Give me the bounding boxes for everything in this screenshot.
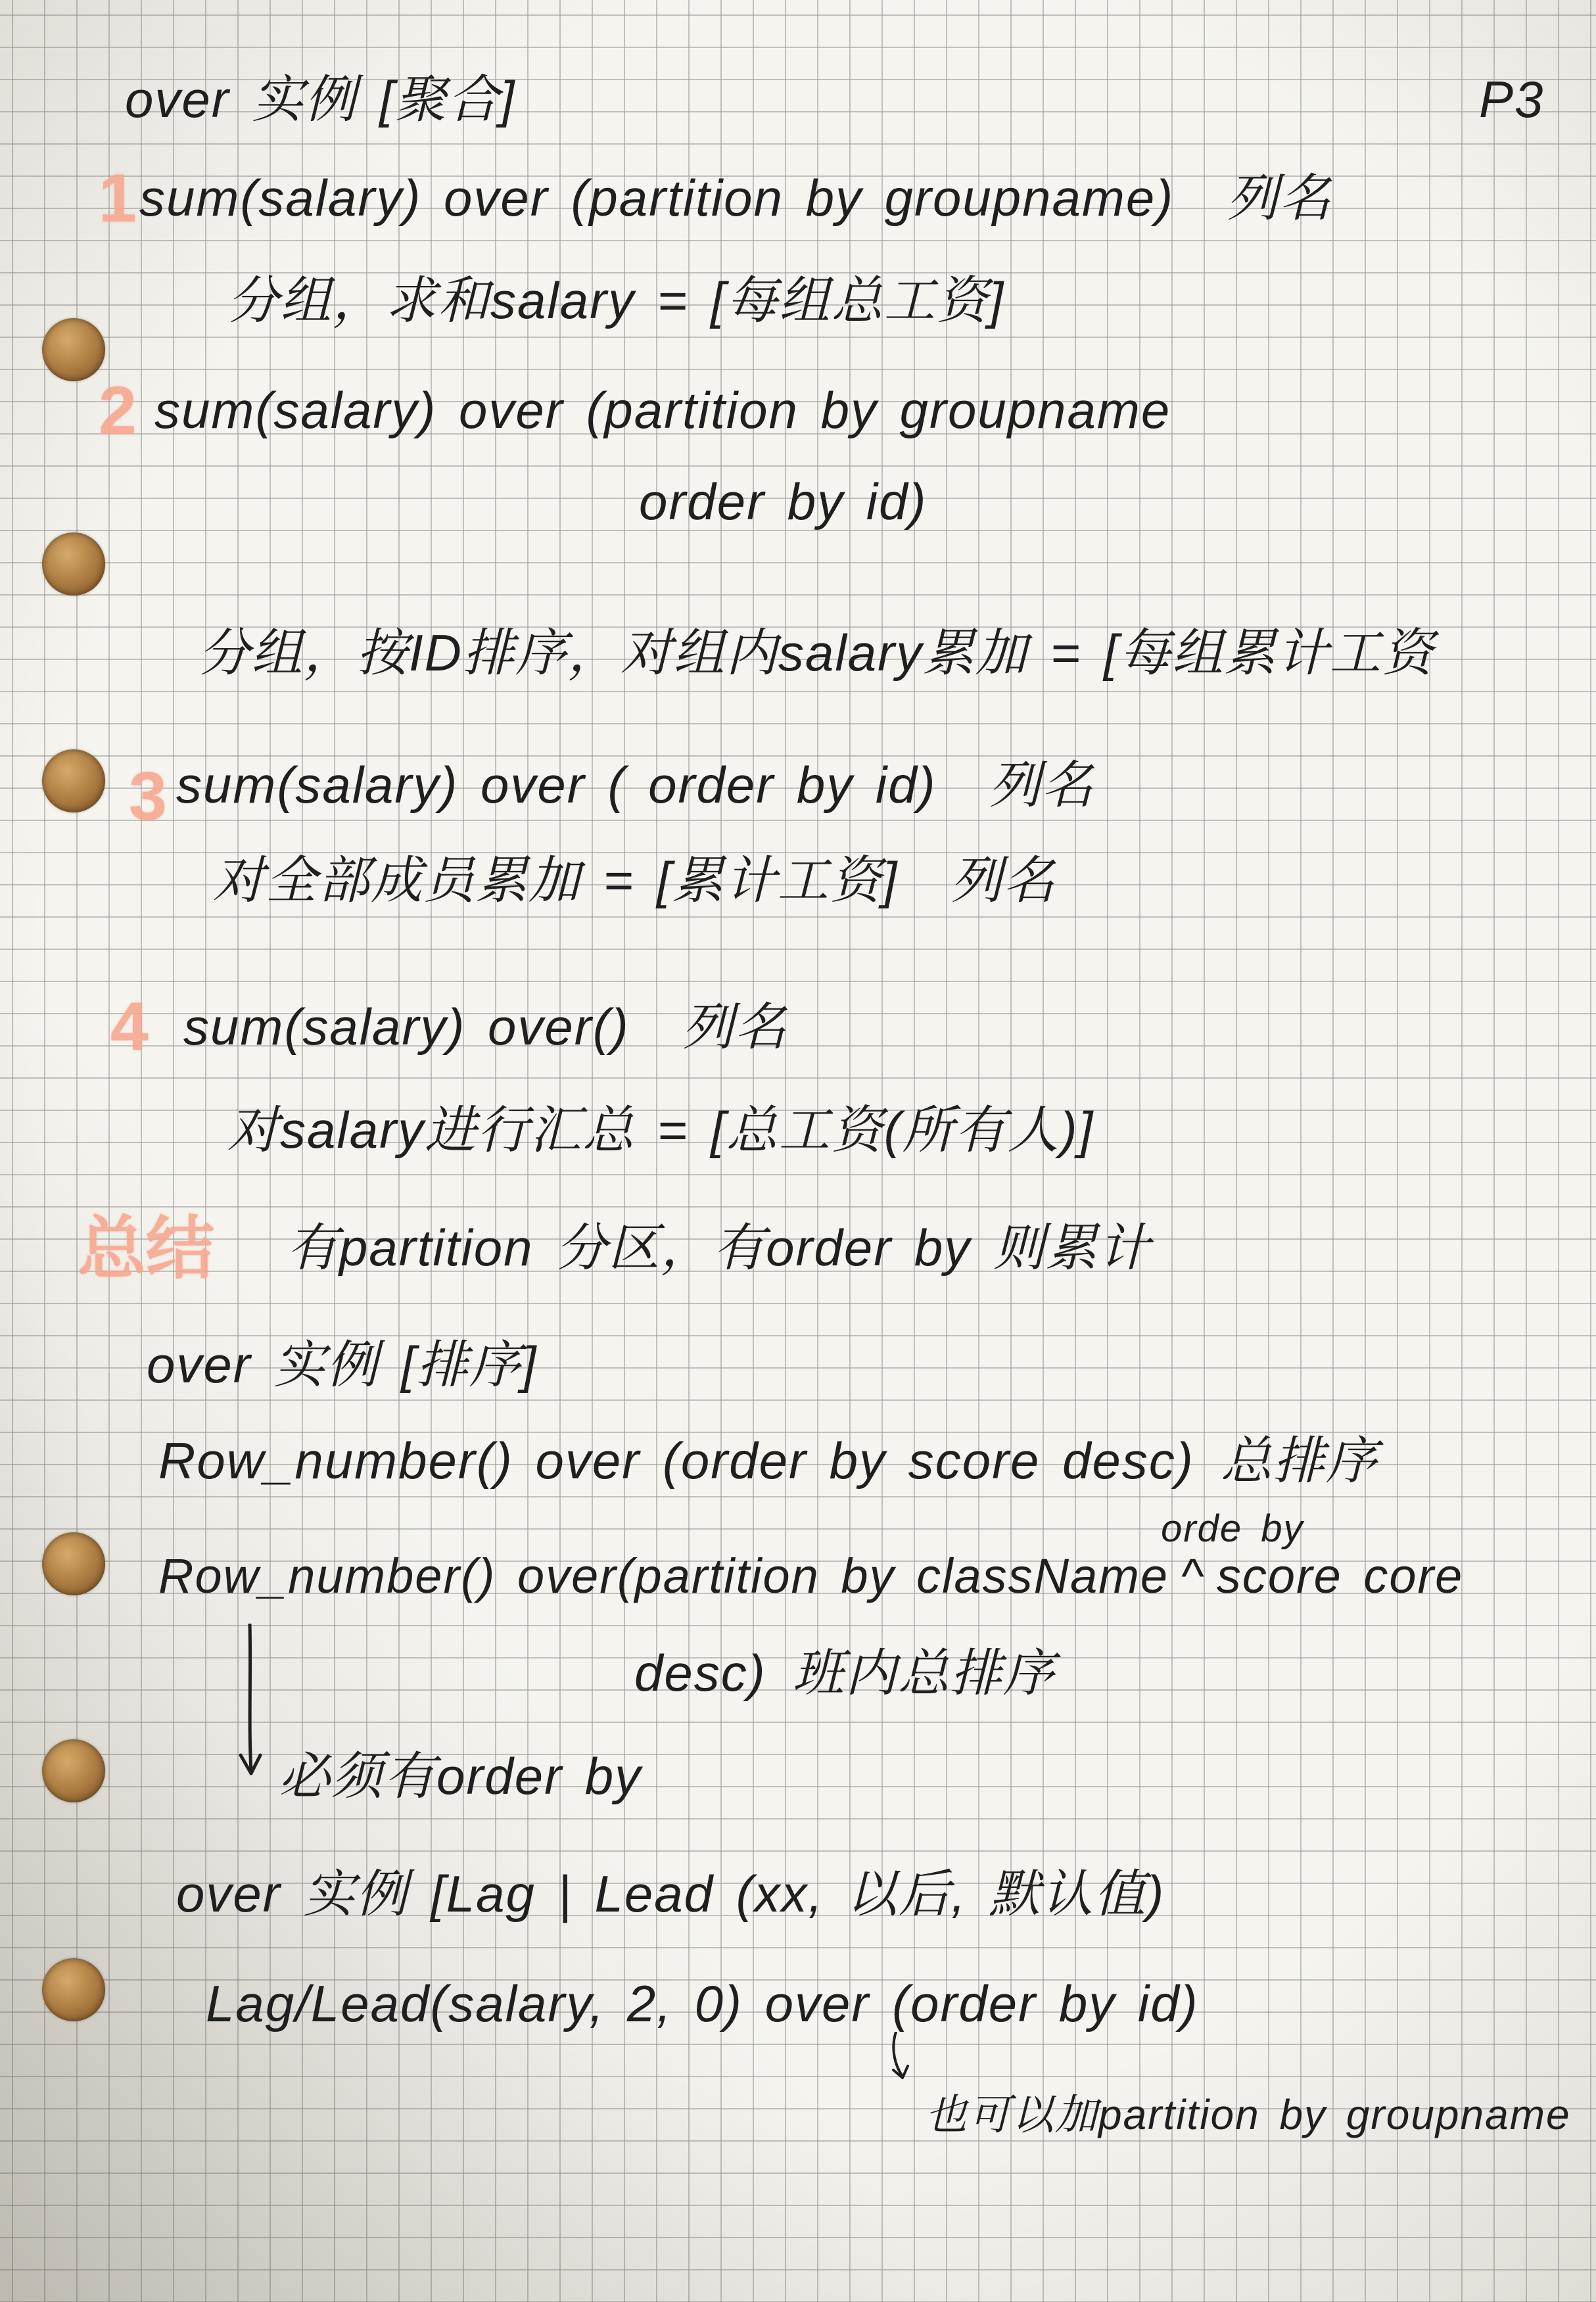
aggregate-code-2: sum(salary) over (partition by groupname: [154, 381, 1171, 439]
punch-hole: [42, 1958, 105, 2021]
aggregate-code-1: [139, 169, 1332, 227]
down-arrow-icon: [231, 1624, 271, 1781]
punch-hole: [42, 532, 105, 596]
code-tail: score core: [1216, 1549, 1464, 1603]
punch-hole: [42, 749, 105, 812]
aggregate-desc-4: 对salary进行汇总 = [总工资(所有人)]: [227, 1101, 1094, 1159]
open-paren: (: [892, 1975, 911, 2032]
code-text: Row_number() over (order by score desc): [158, 1432, 1194, 1490]
caret-symbol: ^: [1181, 1549, 1205, 1603]
inserted-text: orde by: [1161, 1507, 1304, 1550]
highlight-number-4: 4: [110, 989, 149, 1065]
insertion-mark: [1161, 1507, 1304, 1603]
column-name-label: 列名: [989, 756, 1094, 814]
ranking-line-3: [634, 1644, 1056, 1702]
aggregate-code-2-continued: order by id): [639, 473, 927, 530]
section-title-aggregate: over 实例 [聚合]: [125, 70, 516, 128]
curved-arrow-icon: [888, 2032, 927, 2084]
highlight-number-3: 3: [129, 759, 167, 835]
aggregate-code-4: [183, 998, 787, 1056]
aggregate-desc-2: 分组，按ID排序，对组内salary累加 = [每组累计工资: [199, 624, 1435, 682]
punch-hole: [42, 318, 105, 381]
lag-lead-note: 也可以加partition by groupname: [925, 2091, 1571, 2138]
column-name-label: 列名: [682, 998, 787, 1056]
summary-label: 总结: [78, 1211, 215, 1287]
code-text: Row_number() over(partition by className: [158, 1549, 1169, 1603]
aggregate-code-3: [176, 756, 1094, 814]
ranking-line-1: [158, 1432, 1378, 1490]
code-text: sum(salary) over(): [183, 998, 630, 1056]
code-text: desc): [634, 1644, 766, 1702]
page-number: P3: [1479, 70, 1545, 128]
ranking-note: 班内总排序: [792, 1644, 1056, 1702]
column-name-label: 列名: [951, 851, 1056, 909]
punch-hole: [42, 1739, 105, 1802]
aggregate-desc-1: 分组，求和salary = [每组总工资]: [227, 271, 1005, 329]
column-name-label: 列名: [1227, 169, 1332, 227]
section-title-ranking: over 实例 [排序]: [147, 1336, 538, 1394]
code-text: sum(salary) over (partition by groupname): [139, 169, 1175, 227]
paren-anchor: [892, 1975, 911, 2032]
code-tail: order by id): [910, 1975, 1199, 2032]
ranking-note: 总排序: [1220, 1432, 1378, 1490]
highlight-number-2: 2: [99, 373, 137, 449]
code-text: sum(salary) over ( order by id): [176, 756, 937, 814]
ranking-line-2: [158, 1507, 1464, 1603]
section-title-lag-lead: over 实例 [Lag | Lead (xx, 以后, 默认值): [176, 1865, 1165, 1923]
aggregate-desc-3: [213, 851, 1056, 909]
summary-text: 有partition 分区，有order by 则累计: [287, 1219, 1151, 1277]
lag-lead-example: [206, 1975, 1199, 2032]
highlight-number-1: 1: [99, 160, 137, 237]
desc-text: 对全部成员累加 = [累计工资]: [213, 851, 899, 909]
punch-hole: [42, 1532, 105, 1595]
arrow-note: 必须有order by: [279, 1747, 642, 1805]
code-text: Lag/Lead(salary, 2, 0) over: [206, 1975, 893, 2032]
